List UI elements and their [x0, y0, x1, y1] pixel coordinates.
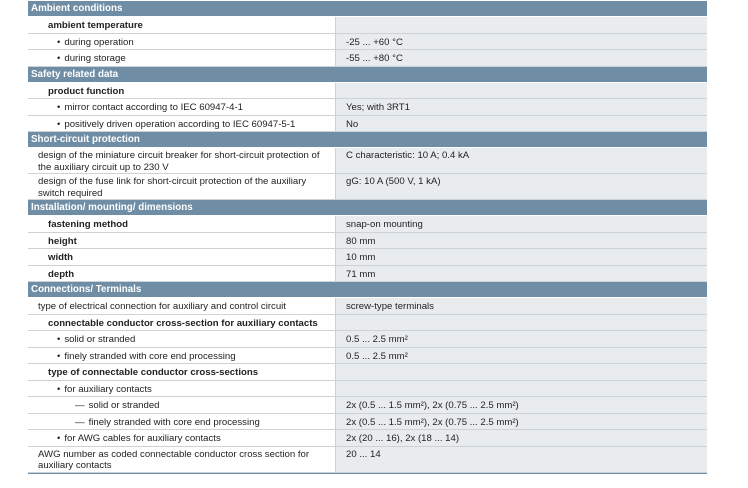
spec-label-cell — [28, 298, 335, 314]
spec-row — [28, 397, 707, 414]
spec-label-cell — [28, 34, 335, 50]
spec-label: connectable conductor cross-section for auxiliary contacts — [48, 317, 318, 329]
spec-label: ambient temperature — [48, 20, 143, 31]
spec-label: design of the miniature circuit breaker for short-circuit protection of the auxiliary circuit up to 230 V — [38, 150, 320, 173]
spec-label-cell — [28, 83, 335, 99]
bottom-rule — [28, 473, 707, 474]
spec-row — [28, 364, 707, 381]
spec-value — [335, 17, 707, 33]
spec-value: snap-on mounting — [335, 216, 707, 232]
spec-label-cell — [28, 331, 335, 347]
spec-row — [28, 50, 707, 67]
spec-label: type of electrical connection for auxiliary and control circuit — [38, 301, 286, 312]
spec-label-cell — [28, 249, 335, 265]
spec-value: 2x (0.5 ... 1.5 mm²), 2x (0.75 ... 2.5 mm²) — [335, 414, 707, 430]
spec-row — [28, 216, 707, 233]
spec-value: 0.5 ... 2.5 mm² — [335, 331, 707, 347]
spec-label: fastening method — [48, 219, 128, 230]
spec-row — [28, 447, 707, 473]
spec-label: • during operation — [57, 37, 134, 48]
spec-label: — solid or stranded — [75, 400, 160, 411]
spec-label: — finely stranded with core end processing — [75, 417, 260, 428]
spec-sheet — [28, 1, 707, 474]
spec-label-cell — [28, 447, 335, 472]
spec-label-cell — [28, 348, 335, 364]
spec-label-cell — [28, 216, 335, 232]
spec-value: Yes; with 3RT1 — [335, 99, 707, 115]
spec-label-cell — [28, 315, 335, 331]
spec-label: • solid or stranded — [57, 334, 135, 345]
spec-label: width — [48, 252, 74, 263]
spec-label: • finely stranded with core end processing — [57, 351, 236, 362]
spec-row — [28, 298, 707, 315]
section-block — [28, 67, 707, 133]
spec-label: product function — [48, 85, 125, 97]
spec-row — [28, 348, 707, 365]
spec-row — [28, 430, 707, 447]
section-header: Installation/ mounting/ dimensions — [28, 200, 707, 216]
section-block — [28, 282, 707, 473]
spec-label-cell — [28, 50, 335, 66]
spec-label-cell — [28, 381, 335, 397]
section-block — [28, 1, 707, 67]
spec-value — [335, 315, 707, 331]
spec-label: • positively driven operation according to IEC 60947-5-1 — [57, 119, 295, 130]
spec-label: • for AWG cables for auxiliary contacts — [57, 433, 221, 444]
spec-row — [28, 331, 707, 348]
spec-label-cell — [28, 99, 335, 115]
spec-value: screw-type terminals — [335, 298, 707, 314]
spec-label-cell — [28, 174, 335, 199]
spec-label-cell — [28, 397, 335, 413]
spec-value: 2x (20 ... 16), 2x (18 ... 14) — [335, 430, 707, 446]
spec-label: • mirror contact according to IEC 60947-4-1 — [57, 102, 243, 113]
spec-label: height — [48, 235, 77, 247]
spec-label-cell — [28, 233, 335, 249]
section-header: Short-circuit protection — [28, 132, 707, 148]
spec-row — [28, 148, 707, 174]
spec-value — [335, 83, 707, 99]
spec-row — [28, 83, 707, 100]
spec-row — [28, 116, 707, 133]
spec-label-cell — [28, 430, 335, 446]
spec-row — [28, 99, 707, 116]
spec-label: • during storage — [57, 53, 126, 64]
spec-value: 80 mm — [335, 233, 707, 249]
spec-value — [335, 364, 707, 380]
section-block — [28, 132, 707, 200]
spec-value: 10 mm — [335, 249, 707, 265]
spec-row — [28, 266, 707, 283]
spec-value: 71 mm — [335, 266, 707, 282]
spec-row — [28, 174, 707, 200]
section-header: Connections/ Terminals — [28, 282, 707, 298]
spec-value: -25 ... +60 °C — [335, 34, 707, 50]
spec-value: C characteristic: 10 A; 0.4 kA — [335, 148, 707, 173]
spec-value: No — [335, 116, 707, 132]
spec-value: -55 ... +80 °C — [335, 50, 707, 66]
spec-label-cell — [28, 116, 335, 132]
spec-label: • for auxiliary contacts — [57, 384, 152, 395]
spec-value: 20 ... 14 — [335, 447, 707, 472]
spec-label-cell — [28, 266, 335, 282]
section-header: Ambient conditions — [28, 1, 707, 17]
spec-label: design of the fuse link for short-circuit protection of the auxiliary switch required — [38, 176, 307, 199]
section-block — [28, 200, 707, 282]
spec-row — [28, 34, 707, 51]
spec-row — [28, 414, 707, 431]
spec-row — [28, 17, 707, 34]
spec-label-cell — [28, 148, 335, 173]
section-header: Safety related data — [28, 67, 707, 83]
spec-label-cell — [28, 364, 335, 380]
spec-label: depth — [48, 268, 75, 280]
spec-label-cell — [28, 414, 335, 430]
spec-label-cell — [28, 17, 335, 33]
spec-row — [28, 381, 707, 398]
spec-value: gG: 10 A (500 V, 1 kA) — [335, 174, 707, 199]
spec-value — [335, 381, 707, 397]
spec-value: 0.5 ... 2.5 mm² — [335, 348, 707, 364]
spec-value: 2x (0.5 ... 1.5 mm²), 2x (0.75 ... 2.5 mm²) — [335, 397, 707, 413]
spec-row — [28, 315, 707, 332]
spec-label: AWG number as coded connectable conductor cross section for auxiliary contacts — [38, 448, 310, 471]
spec-row — [28, 249, 707, 266]
spec-row — [28, 233, 707, 250]
spec-label: type of connectable conductor cross-sections — [48, 367, 259, 378]
